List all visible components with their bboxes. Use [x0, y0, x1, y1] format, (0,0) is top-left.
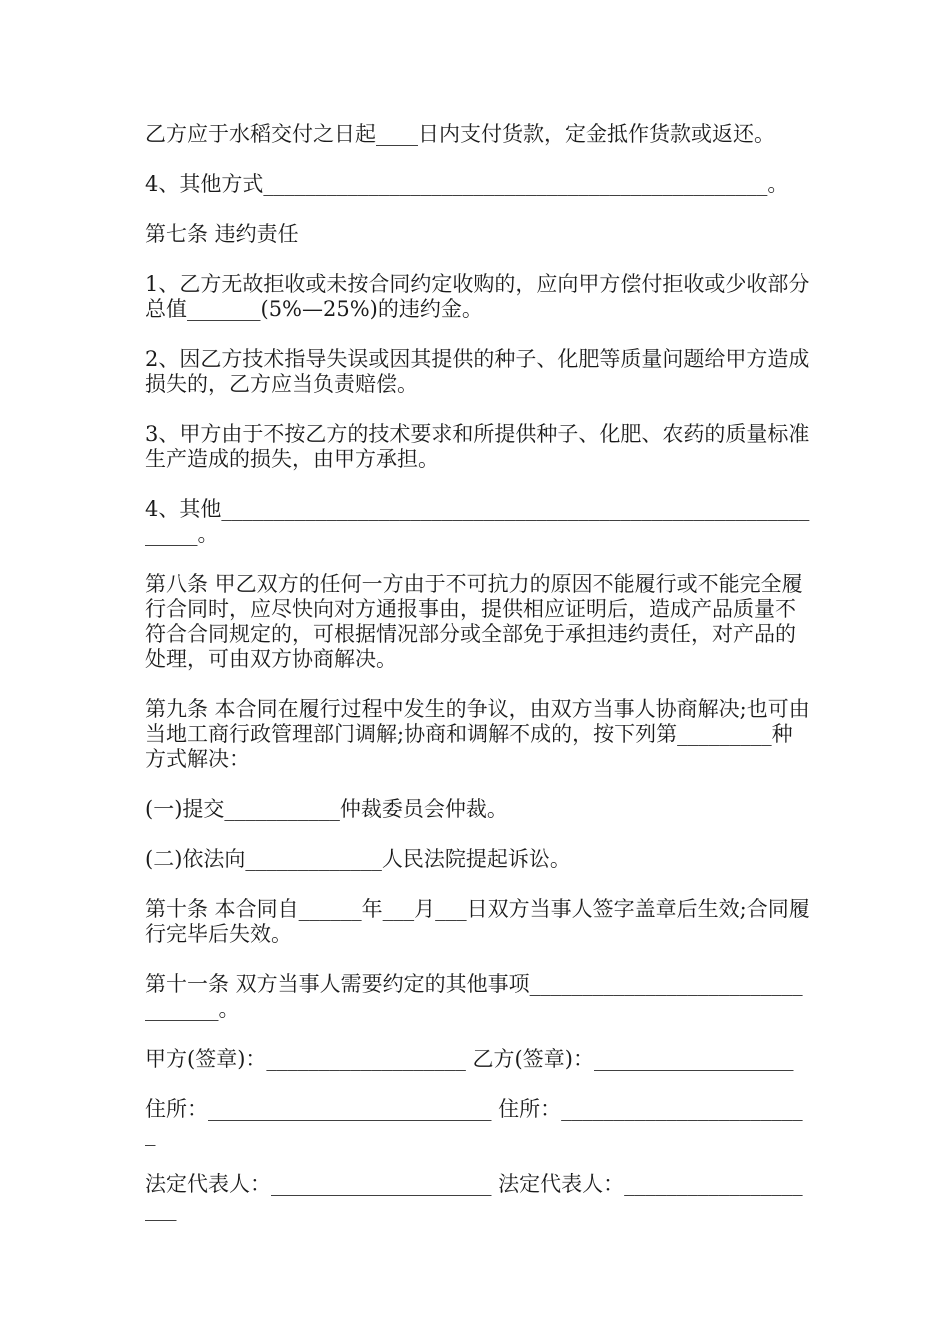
signature-line: 甲方(签章)：___________________ 乙方(签章)：___________________	[145, 1047, 794, 1071]
article-11: 第十一条 双方当事人需要约定的其他事项_________________________________。	[145, 972, 803, 1021]
article-9-option-2: (二)依法向_____________人民法院提起诉讼。	[145, 847, 571, 871]
article-10: 第十条 本合同自______年___月___日双方当事人签字盖章后生效;合同履行完毕后失效。	[145, 897, 810, 946]
other-payment-method: 4、其他方式________________________________________________。	[145, 172, 789, 196]
article-8: 第八条 甲乙双方的任何一方由于不可抗力的原因不能履行或不能完全履行合同时，应尽快向对方通报事由，提供相应证明后，造成产品质量不符合合同规定的，可根据情况部分或全部免于承担违约责任，对产品的处理，可由双方协商解决。	[145, 572, 803, 671]
legal-representative-line: 法定代表人：_____________________ 法定代表人：____________________	[145, 1172, 803, 1221]
article-7-item-4: 4、其他_____________________________________________________________。	[145, 497, 810, 546]
article-7-item-3: 3、甲方由于不按乙方的技术要求和所提供种子、化肥、农药的质量标准生产造成的损失，由甲方承担。	[145, 422, 810, 471]
address-line: 住所：___________________________ 住所：________________________	[145, 1097, 803, 1146]
article-7-item-1: 1、乙方无故拒收或未按合同约定收购的，应向甲方偿付拒收或少收部分总值_______(5%—25%)的违约金。	[145, 272, 810, 321]
article-7-item-2: 2、因乙方技术指导失误或因其提供的种子、化肥等质量问题给甲方造成损失的，乙方应当负责赔偿。	[145, 347, 810, 396]
contract-page	[145, 122, 810, 1247]
payment-term-paragraph: 乙方应于水稻交付之日起____日内支付货款，定金抵作货款或返还。	[145, 122, 775, 146]
article-9: 第九条 本合同在履行过程中发生的争议，由双方当事人协商解决;也可由当地工商行政管理部门调解;协商和调解不成的，按下列第_________种方式解决：	[145, 697, 810, 771]
article-9-option-1: (一)提交___________仲裁委员会仲裁。	[145, 797, 508, 821]
article-7-heading: 第七条 违约责任	[145, 222, 299, 246]
